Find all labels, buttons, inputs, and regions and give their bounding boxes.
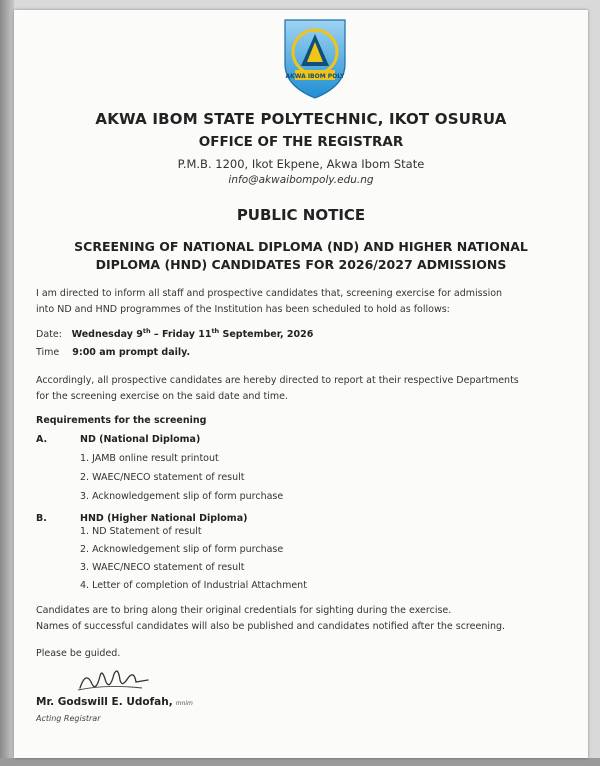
institution-name: AKWA IBOM STATE POLYTECHNIC, IKOT OSURUA — [95, 110, 507, 128]
signatory-role: Acting Registrar — [36, 714, 101, 723]
date-value: Wednesday 9th – Friday 11th September, 2026 — [71, 327, 314, 341]
list-item: 3. Acknowledgement slip of form purchase — [80, 491, 284, 502]
please-be-guided: Please be guided. — [36, 648, 121, 659]
instruction-line-1: Accordingly, all prospective candidates are hereby directed to report at their respective Departments — [36, 375, 519, 386]
list-item: 3. WAEC/NECO statement of result — [80, 562, 245, 573]
polytechnic-logo — [279, 14, 351, 100]
section-title: ND (National Diploma) — [80, 434, 201, 445]
closing-paragraph — [36, 603, 576, 635]
list-item: 1. ND Statement of result — [80, 526, 202, 537]
signatory-suffix: mnim — [175, 700, 193, 707]
notice-subject — [44, 238, 558, 274]
section-nd — [36, 434, 200, 445]
requirements-title: Requirements for the screening — [36, 415, 207, 426]
date-label: Date: — [36, 329, 62, 341]
logo-text: AKWA IBOM POLY — [285, 73, 345, 80]
section-letter: A. — [36, 434, 48, 445]
list-item: 4. Letter of completion of Industrial Attachment — [80, 580, 307, 591]
page-shadow-bottom — [0, 758, 600, 766]
section-hnd — [36, 513, 247, 524]
notice-document — [14, 10, 588, 758]
section-title: HND (Higher National Diploma) — [80, 513, 248, 524]
intro-line-1: I am directed to inform all staff and prospective candidates that, screening exercise for admission — [36, 288, 503, 299]
time-line — [36, 347, 190, 358]
postal-address: P.M.B. 1200, Ikot Ekpene, Akwa Ibom State — [177, 157, 425, 171]
closing-line-1: Candidates are to bring along their original credentials for sighting during the exercise. — [36, 605, 452, 616]
subject-line-2: DIPLOMA (HND) CANDIDATES FOR 2026/2027 ADMISSIONS — [95, 257, 507, 272]
handwritten-signature — [76, 662, 156, 696]
intro-line-2: into ND and HND programmes of the Institution has been scheduled to hold as follows: — [36, 304, 450, 315]
email-address: info@akwaibompoly.edu.ng — [228, 174, 374, 186]
page-shadow-left — [0, 0, 14, 766]
office-name: OFFICE OF THE REGISTRAR — [198, 134, 404, 150]
list-item: 2. WAEC/NECO statement of result — [80, 472, 245, 483]
intro-paragraph — [36, 286, 576, 318]
instruction-paragraph — [36, 373, 576, 405]
signatory-name: Mr. Godswill E. Udofah, mnim — [36, 696, 193, 708]
time-label: Time — [36, 347, 60, 358]
subject-line-1: SCREENING OF NATIONAL DIPLOMA (ND) AND HIGHER NATIONAL — [74, 239, 528, 254]
time-value: 9:00 am prompt daily. — [72, 347, 191, 358]
notice-title: PUBLIC NOTICE — [236, 206, 366, 224]
section-letter: B. — [36, 513, 47, 524]
date-line — [36, 327, 313, 340]
list-item: 2. Acknowledgement slip of form purchase — [80, 544, 284, 555]
instruction-line-2: for the screening exercise on the said date and time. — [36, 391, 288, 402]
list-item: 1. JAMB online result printout — [80, 453, 219, 464]
closing-line-2: Names of successful candidates will also be published and candidates notified after the screening. — [36, 621, 506, 632]
